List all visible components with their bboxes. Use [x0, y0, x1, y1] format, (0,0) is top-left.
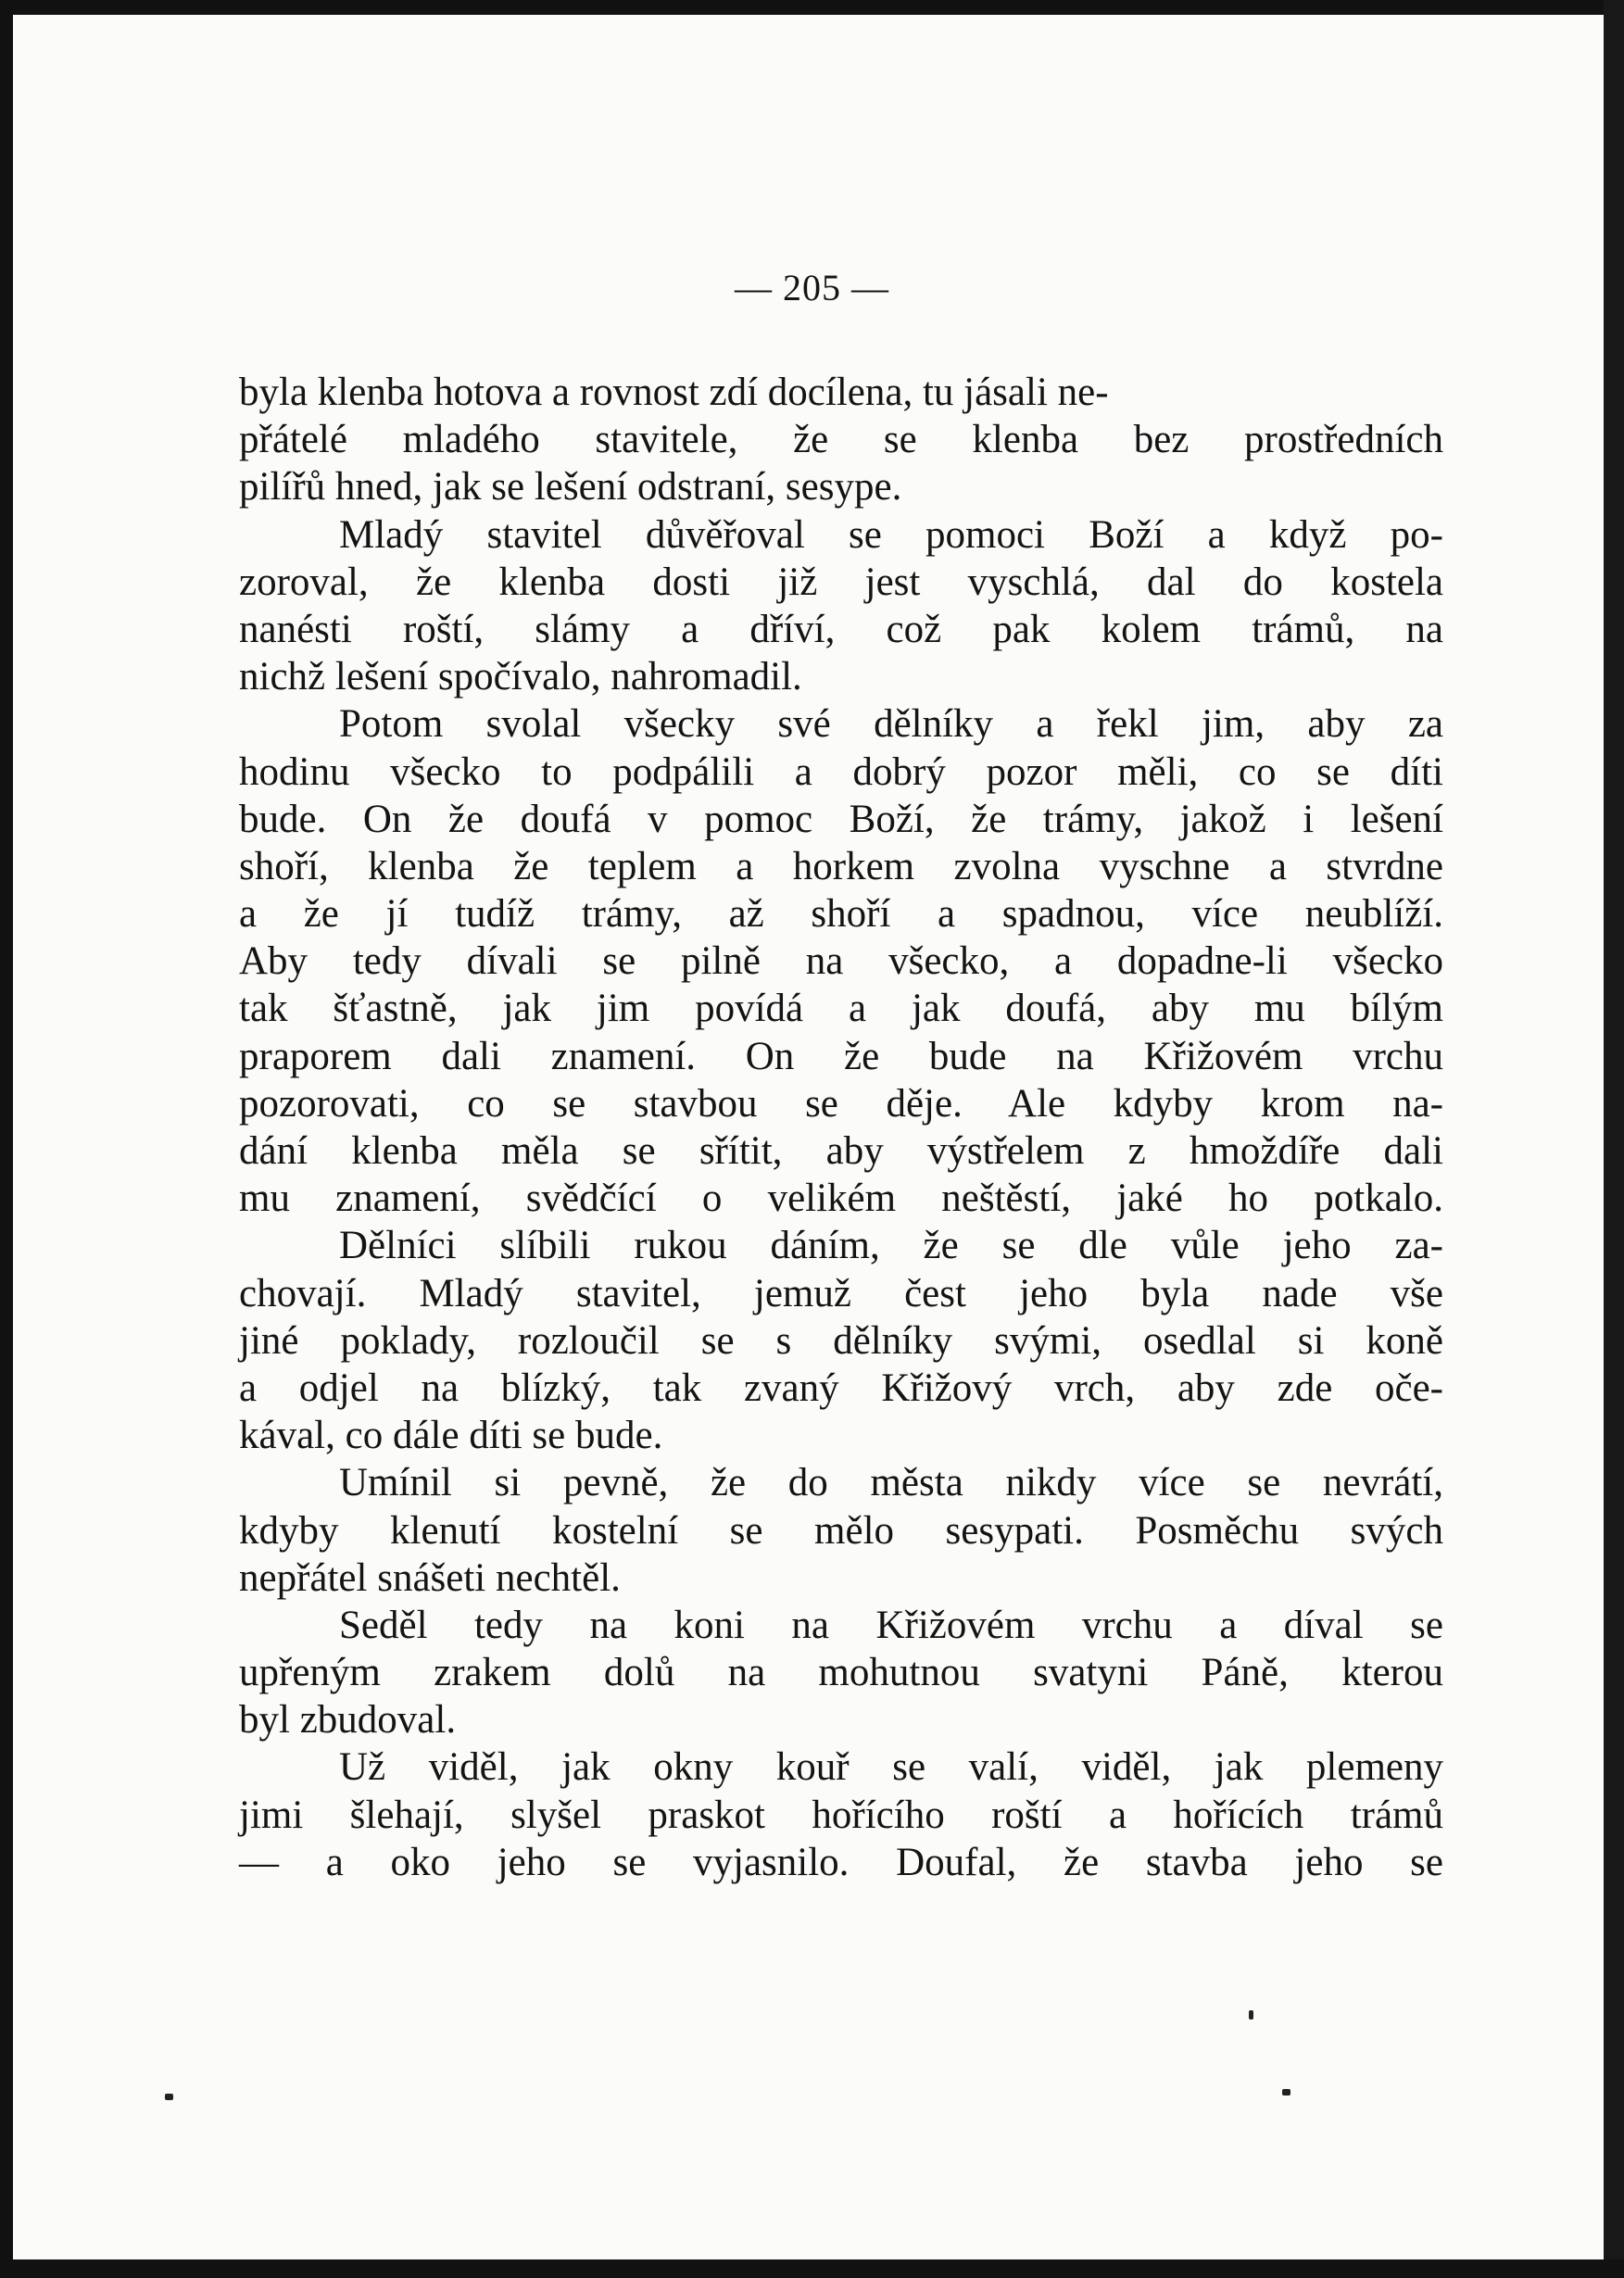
text-line: a odjel na blízký, tak zvaný Křižový vrch, aby zde oče-: [239, 1366, 1443, 1410]
scan-speck: [1249, 2010, 1253, 2020]
page-number: — 205 —: [735, 267, 889, 308]
text-line: — a oko jeho se vyjasnilo. Doufal, že stavba jeho se: [239, 1840, 1443, 1884]
text-line: kdyby klenutí kostelní se mělo sesypati. Posměchu svých: [239, 1508, 1443, 1553]
text-line: pilířů hned, jak se lešení odstraní, sesype.: [239, 465, 902, 510]
text-line: byla klenba hotova a rovnost zdí docílena, tu jásali ne-: [239, 371, 1109, 414]
text-line: nepřátel snášeti nechtěl.: [239, 1555, 621, 1600]
text-line: Už viděl, jak okny kouř se valí, viděl, jak plemeny: [339, 1745, 1443, 1790]
text-line: a že jí tudíž trámy, až shoří a spadnou, více neublíží.: [239, 892, 1443, 937]
text-line: jimi šlehají, slyšel praskot hořícího roští a hořících trámů: [239, 1793, 1443, 1837]
text-line: Seděl tedy na koni na Křižovém vrchu a díval se: [339, 1603, 1443, 1647]
text-line: byl zbudoval.: [239, 1698, 457, 1743]
text-line: chovají. Mladý stavitel, jemuž čest jeho byla nade vše: [239, 1271, 1443, 1315]
text-line: Umínil si pevně, že do města nikdy více se nevrátí,: [339, 1461, 1443, 1505]
text-line: přátelé mladého stavitele, že se klenba bez prostředních: [239, 418, 1443, 462]
body-text: [239, 369, 1443, 1886]
scan-border-top: [0, 0, 1624, 15]
text-line: shoří, klenba že teplem a horkem zvolna vyschne a stvrdne: [239, 844, 1443, 888]
scan-speck: [165, 2094, 173, 2100]
text-line: dání klenba měla se sřítit, aby výstřelem z hmoždíře dali: [239, 1129, 1443, 1173]
text-line: hodinu všecko to podpálili a dobrý pozor měli, co se díti: [239, 749, 1443, 794]
text-line: kával, co dále díti se bude.: [239, 1414, 663, 1458]
text-line: Potom svolal všecky své dělníky a řekl jim, aby za: [339, 702, 1443, 747]
text-line: pozorovati, co se stavbou se děje. Ale kdyby krom na-: [239, 1081, 1443, 1126]
scan-border-bottom: [0, 2259, 1624, 2278]
text-line: bude. On že doufá v pomoc Boží, že trámy, jakož i lešení: [239, 797, 1443, 841]
scan-border-left: [0, 0, 13, 2278]
text-line: Aby tedy dívali se pilně na všecko, a dopadne-li všecko: [239, 939, 1443, 984]
text-line: praporem dali znamení. On že bude na Křižovém vrchu: [239, 1034, 1443, 1078]
text-line: Mladý stavitel důvěřoval se pomoci Boží a když po-: [339, 512, 1443, 557]
text-line: upřeným zrakem dolů na mohutnou svatyni Páně, kterou: [239, 1651, 1443, 1695]
text-line: jiné poklady, rozloučil se s dělníky svými, osedlal si koně: [239, 1318, 1443, 1363]
scan-border-right: [1604, 0, 1624, 2278]
text-line: zoroval, že klenba dosti již jest vyschlá, dal do kostela: [239, 560, 1443, 604]
text-line: nichž lešení spočívalo, nahromadil.: [239, 655, 802, 699]
text-line: Dělníci slíbili rukou dáním, že se dle vůle jeho za-: [339, 1224, 1443, 1268]
text-line: nanésti roští, slámy a dříví, což pak kolem trámů, na: [239, 607, 1443, 651]
text-line: tak šťastně, jak jim povídá a jak doufá, aby mu bílým: [239, 987, 1443, 1031]
text-line: mu znamení, svědčící o velikém neštěstí, jaké ho potkalo.: [239, 1177, 1443, 1221]
scan-speck: [1282, 2089, 1290, 2096]
